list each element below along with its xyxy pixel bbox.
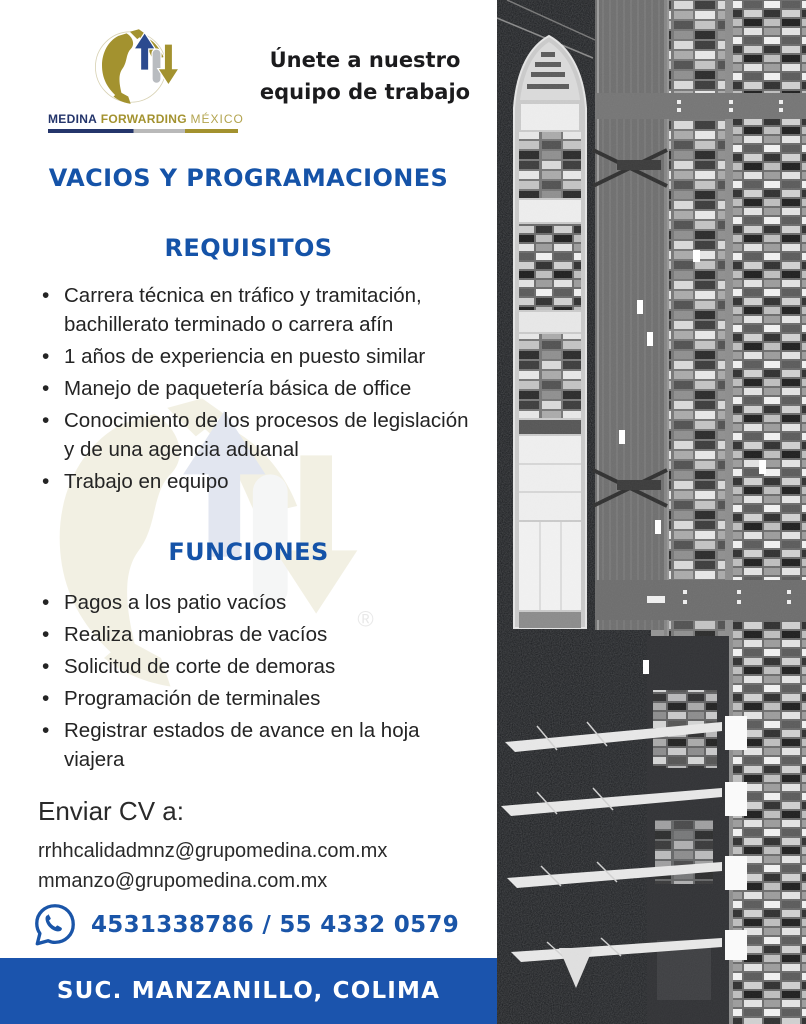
email-address[interactable]: mmanzo@grupomedina.com.mx [38,870,328,892]
logo-underline-bar [48,129,238,133]
list-item: • 1 años de experiencia en puesto similar [40,342,476,371]
funciones-heading: FUNCIONES [168,538,329,566]
phone-numbers[interactable]: 4531338786 / 55 4332 0579 [91,912,459,938]
tagline-line-1: Únete a nuestro [269,48,461,72]
list-item: • Solicitud de corte de demoras [40,652,476,681]
list-item: • Pagos a los patio vacíos [40,588,476,617]
cv-label: Enviar CV a: [38,796,184,826]
whatsapp-icon[interactable] [30,900,80,950]
company-name-mexico: MÉXICO [190,112,244,126]
list-item: • Conocimiento de los procesos de legislación y de una agencia aduanal [40,406,476,464]
branch-label: SUC. MANZANILLO, COLIMA [56,978,441,1004]
list-item: • Realiza maniobras de vacíos [40,620,476,649]
company-name [48,112,244,126]
company-name-forwarding: FORWARDING [100,112,187,126]
phone-row[interactable] [30,898,470,952]
email-address[interactable]: rrhhcalidadmnz@grupomedina.com.mx [38,840,388,862]
footer-bar [0,958,497,1024]
list-item: • Registrar estados de avance en la hoja viajera [40,716,476,774]
vacancy-title: VACIOS Y PROGRAMACIONES [48,164,449,192]
svg-text:®: ® [357,606,374,632]
company-name-medina: MEDINA [48,112,98,126]
funciones-list [40,588,476,777]
globe-arrows-icon [87,26,199,108]
company-logo [48,26,244,133]
requisitos-list [40,281,476,499]
list-item: • Carrera técnica en tráfico y tramitación, bachillerato terminado o carrera afín [40,281,476,339]
tagline [255,44,475,108]
tagline-line-2: equipo de trabajo [259,80,471,104]
requisitos-heading: REQUISITOS [164,234,333,262]
port-aerial-photo [497,0,806,1024]
list-item: • Programación de terminales [40,684,476,713]
list-item: • Manejo de paquetería básica de office [40,374,476,403]
email-list [38,836,387,896]
list-item: • Trabajo en equipo [40,467,476,496]
port-aerial-photo-svg [497,0,806,1024]
